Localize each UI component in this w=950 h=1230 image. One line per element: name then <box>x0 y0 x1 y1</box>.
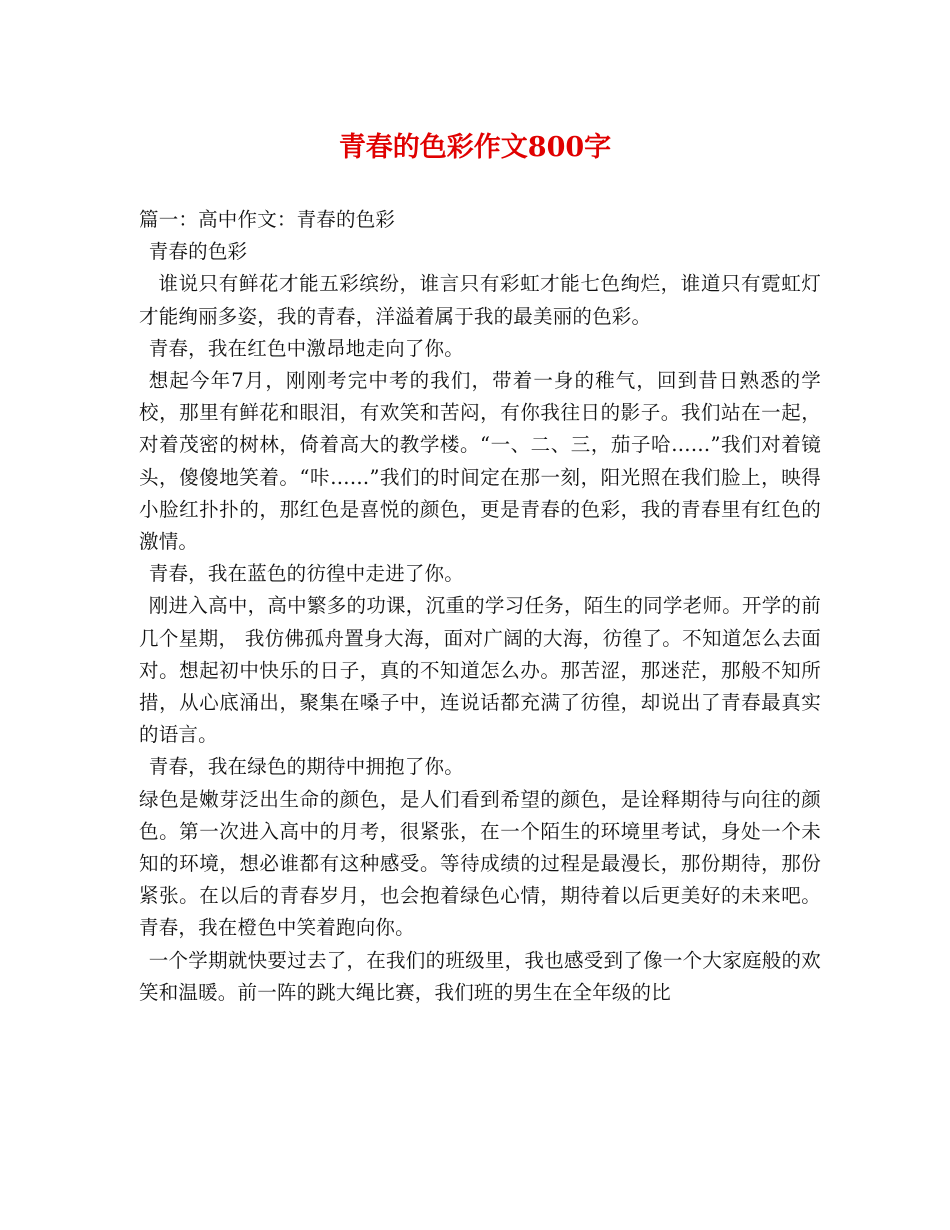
paragraph: 绿色是嫩芽泛出生命的颜色，是人们看到希望的颜色，是诠释期待与向往的颜色。第一次进入高中的月考，很紧张，在一个陌生的环境里考试，身处一个未知的环境，想必谁都有这种感受。等待成绩的过程是最漫长，那份期待，那份紧张。在以后的青春岁月，也会抱着绿色心情，期待着以后更美好的未来吧。青春，我在橙色中笑着跑向你。 <box>139 787 821 940</box>
document-body <box>139 204 821 1009</box>
paragraph: 一个学期就快要过去了，在我们的班级里，我也感受到了像一个大家庭般的欢笑和温暖。前一阵的跳大绳比赛，我们班的男生在全年级的比 <box>139 948 821 1004</box>
paragraph: 青春，我在红色中激昂地走向了你。 <box>148 336 464 360</box>
paragraph: 刚进入高中，高中繁多的功课，沉重的学习任务，陌生的同学老师。开学的前几个星期， 我仿佛孤舟置身大海，面对广阔的大海，彷徨了。不知道怎么去面对。想起初中快乐的日子，真的不知道怎么办。那苦涩，那迷茫，那般不知所措，从心底涌出，聚集在嗓子中，连说话都充满了彷徨，却说出了青春最真实的语言。 <box>139 594 821 747</box>
essay-title: 青春的色彩 <box>148 240 248 264</box>
section-heading: 篇一：高中作文：青春的色彩 <box>139 208 396 231</box>
paragraph: 谁说只有鲜花才能五彩缤纷，谁言只有彩虹才能七色绚烂，谁道只有霓虹灯才能绚丽多姿，我的青春，洋溢着属于我的最美丽的色彩。 <box>139 272 821 328</box>
document-title: 青春的色彩作文800字 <box>338 132 612 163</box>
paragraph: 青春，我在蓝色的彷徨中走进了你。 <box>148 562 464 586</box>
paragraph: 想起今年7月，刚刚考完中考的我们，带着一身的稚气，回到昔日熟悉的学校，那里有鲜花和眼泪，有欢笑和苦闷，有你我往日的影子。我们站在一起，对着茂密的树林，倚着高大的教学楼。“一、二、三，茄子哈……”我们对着镜头，傻傻地笑着。“咔……”我们的时间定在那一刻，阳光照在我们脸上，映得小脸红扑扑的，那红色是喜悦的颜色，更是青春的色彩，我的青春里有红色的激情。 <box>139 369 821 554</box>
paragraph: 青春，我在绿色的期待中拥抱了你。 <box>148 755 464 779</box>
